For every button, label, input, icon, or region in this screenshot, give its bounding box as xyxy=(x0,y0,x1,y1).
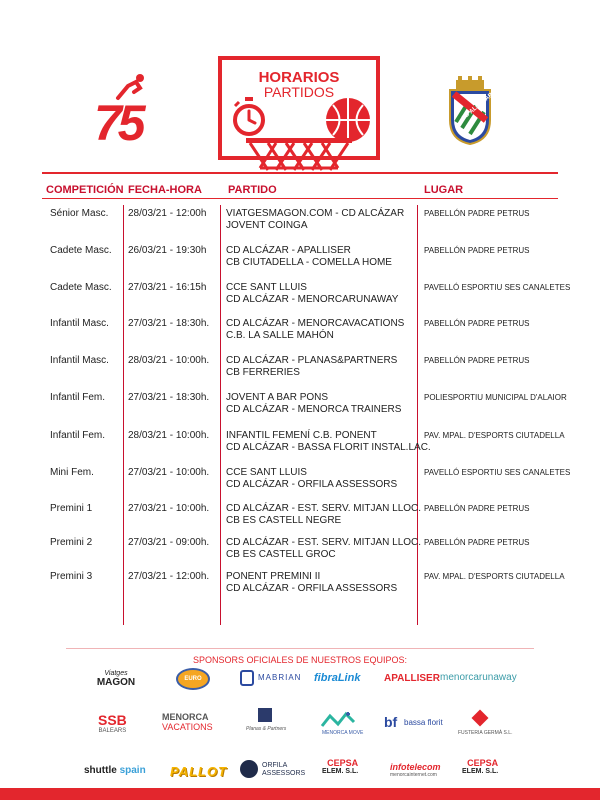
sponsor-cepsa-name: CEPSA xyxy=(327,758,359,768)
row-competicion: Cadete Masc. xyxy=(50,282,112,293)
sponsor-orfila-logo xyxy=(262,762,305,778)
row-equipo1: CD ALCÁZAR - MENORCAVACATIONS xyxy=(226,318,405,329)
row-equipo2: JOVENT COINGA xyxy=(226,220,308,231)
row-competicion: Premini 3 xyxy=(50,571,93,582)
row-fecha: 28/03/21 - 10:00h. xyxy=(128,430,210,441)
sponsor-pallot-logo: PALLOT xyxy=(170,764,228,779)
row-competicion: Infantil Masc. xyxy=(50,318,109,329)
row-fecha: 27/03/21 - 12:00h. xyxy=(128,571,210,582)
row-fecha: 27/03/21 - 18:30h. xyxy=(128,318,210,329)
row-partido xyxy=(226,208,404,232)
row-competicion: Infantil Fem. xyxy=(50,392,106,403)
row-partido xyxy=(226,392,401,416)
basketball-net-icon xyxy=(246,138,352,172)
row-fecha: 27/03/21 - 10:00h. xyxy=(128,467,210,478)
sponsor-ssb-name: SSB xyxy=(98,712,127,728)
sponsor-menorca-vacations-name2: VACATIONS xyxy=(162,722,213,732)
sponsors-title: SPONSORS OFICIALES DE NUESTROS EQUIPOS: xyxy=(192,655,408,665)
table-row xyxy=(0,467,600,503)
sponsor-orfila-name: ORFILA xyxy=(262,762,288,769)
column-header-partido: PARTIDO xyxy=(228,184,277,196)
sponsor-cepsa-logo-1 xyxy=(322,758,358,775)
sponsor-shuttle-name2: spain xyxy=(119,765,146,776)
sponsor-bassa-florit-logo: bassa florit xyxy=(404,718,443,727)
table-header-divider xyxy=(42,198,558,199)
table-row xyxy=(0,245,600,281)
fusteria-icon xyxy=(472,710,489,727)
board-title-line1: HORARIOS xyxy=(258,69,340,86)
table-row xyxy=(0,392,600,428)
row-equipo2: C.B. LA SALLE MAHÓN xyxy=(226,330,334,341)
row-lugar: PAV. MPAL. D'ESPORTS CIUTADELLA xyxy=(424,572,565,581)
row-fecha: 28/03/21 - 12:00h xyxy=(128,208,207,219)
sponsor-fusteria-logo: FUSTERIA GERMÀ S.L. xyxy=(458,730,513,736)
row-competicion: Sénior Masc. xyxy=(50,208,109,219)
menorca-move-icon xyxy=(320,710,356,730)
sponsor-cepsa-sub: ELEM. S.L. xyxy=(462,768,499,775)
row-competicion: Mini Fem. xyxy=(50,467,94,478)
row-competicion: Premini 2 xyxy=(50,537,93,548)
row-equipo1: PONENT PREMINI II xyxy=(226,571,321,582)
row-lugar: POLIESPORTIU MUNICIPAL D'ALAIOR xyxy=(424,393,567,402)
row-partido xyxy=(226,318,404,342)
sponsor-viatges-magon-logo xyxy=(86,670,146,688)
row-partido xyxy=(226,430,431,454)
row-equipo2: CB ES CASTELL NEGRE xyxy=(226,515,342,526)
sponsor-shuttle-name: shuttle xyxy=(84,765,117,776)
column-header-lugar: LUGAR xyxy=(424,184,464,196)
row-lugar: PAVELLÓ ESPORTIU SES CANALETES xyxy=(424,283,571,292)
sponsor-shuttle-spain-logo xyxy=(84,765,146,776)
sponsor-cepsa-sub: ELEM. S.L. xyxy=(322,768,359,775)
table-row xyxy=(0,430,600,466)
row-equipo1: JOVENT A BAR PONS xyxy=(226,392,329,403)
footer-bar xyxy=(0,788,600,800)
sponsor-planas-logo: Planas & Partners xyxy=(246,726,287,732)
sponsor-infotelecom-sub: menorcainternet.com xyxy=(390,772,437,778)
row-equipo1: CD ALCÁZAR - EST. SERV. MITJAN LLOC. xyxy=(226,503,422,514)
sponsor-infotelecom-logo xyxy=(390,762,441,778)
orfila-icon xyxy=(240,760,258,778)
row-lugar: PAV. MPAL. D'ESPORTS CIUTADELLA xyxy=(424,431,565,440)
sponsor-cepsa-logo-2 xyxy=(462,758,498,775)
planas-partners-icon xyxy=(258,708,272,722)
sponsor-cepsa-name: CEPSA xyxy=(467,758,499,768)
row-equipo1: CCE SANT LLUIS xyxy=(226,467,307,478)
stopwatch-icon xyxy=(230,96,268,138)
row-equipo2: CD ALCÁZAR - MENORCARUNAWAY xyxy=(226,294,399,305)
row-partido xyxy=(226,245,392,269)
row-partido xyxy=(226,503,421,527)
sponsor-eurogas-logo: EURO GAS xyxy=(176,668,210,690)
row-fecha: 27/03/21 - 18:30h. xyxy=(128,392,210,403)
row-equipo2: CD ALCÁZAR - BASSA FLORIT INSTAL.LAC. xyxy=(226,442,431,453)
board-title-line2: PARTIDOS xyxy=(263,84,335,100)
sponsor-divider xyxy=(66,648,534,649)
row-equipo2: CB FERRERIES xyxy=(226,367,300,378)
sponsor-mabrian-logo: MABRIAN xyxy=(258,673,302,682)
row-lugar: PABELLÓN PADRE PETRUS xyxy=(424,504,530,513)
sponsor-menorca-vacations-logo xyxy=(162,712,213,732)
row-lugar: PABELLÓN PADRE PETRUS xyxy=(424,319,530,328)
row-equipo1: VIATGESMAGON.COM - CD ALCÁZAR xyxy=(226,208,405,219)
row-partido xyxy=(226,467,397,491)
table-row xyxy=(0,318,600,354)
row-equipo2: CD ALCÁZAR - ORFILA ASSESSORS xyxy=(226,583,398,594)
row-equipo2: CB CIUTADELLA - COMELLA HOME xyxy=(226,257,392,268)
table-row xyxy=(0,282,600,318)
table-row xyxy=(0,503,600,539)
row-fecha: 27/03/21 - 16:15h xyxy=(128,282,207,293)
sponsor-orfila-name2: ASSESSORS xyxy=(262,770,306,777)
row-equipo1: INFANTIL FEMENÍ C.B. PONENT xyxy=(226,430,377,441)
row-lugar: PABELLÓN PADRE PETRUS xyxy=(424,246,530,255)
row-partido xyxy=(226,571,397,595)
row-competicion: Premini 1 xyxy=(50,503,93,514)
row-fecha: 27/03/21 - 10:00h. xyxy=(128,503,210,514)
row-lugar: PAVELLÓ ESPORTIU SES CANALETES xyxy=(424,468,571,477)
row-equipo1: CCE SANT LLUIS xyxy=(226,282,307,293)
sponsor-menorcarunaway-logo: menorcarunaway xyxy=(440,672,517,683)
crest-text: CD ALCÁZAR xyxy=(460,92,495,122)
row-lugar: PABELLÓN PADRE PETRUS xyxy=(424,209,530,218)
row-equipo2: CB ES CASTELL GROC xyxy=(226,549,336,560)
bassa-bf-icon: bf xyxy=(384,714,398,730)
sponsor-viatges-small: Viatges xyxy=(104,670,128,677)
table-row xyxy=(0,355,600,391)
sponsor-ssb-logo xyxy=(98,712,127,734)
sponsor-infotelecom-name: infotelecom xyxy=(390,762,441,772)
table-row xyxy=(0,208,600,244)
table-row xyxy=(0,571,600,607)
row-equipo2: CD ALCÁZAR - ORFILA ASSESSORS xyxy=(226,479,398,490)
column-header-competicion: COMPETICIÓN xyxy=(46,184,124,196)
sponsor-ssb-sub: BALEARS xyxy=(98,728,127,734)
header-divider xyxy=(42,172,558,174)
anniversary-number: 75 xyxy=(94,95,142,151)
basketball-icon xyxy=(324,96,372,144)
row-partido xyxy=(226,537,421,561)
row-partido xyxy=(226,282,398,306)
row-fecha: 28/03/21 - 10:00h. xyxy=(128,355,210,366)
column-header-fecha-hora: FECHA-HORA xyxy=(128,184,202,196)
row-lugar: PABELLÓN PADRE PETRUS xyxy=(424,356,530,365)
sponsor-mmv-logo: MENORCA MOVE xyxy=(322,730,364,736)
row-lugar: PABELLÓN PADRE PETRUS xyxy=(424,538,530,547)
row-equipo1: CD ALCÁZAR - PLANAS&PARTNERS xyxy=(226,355,398,366)
sponsor-apalliser-logo: APALLISER xyxy=(384,673,440,684)
row-partido xyxy=(226,355,397,379)
row-equipo1: CD ALCÁZAR - APALLISER xyxy=(226,245,351,256)
row-competicion: Infantil Masc. xyxy=(50,355,109,366)
sponsor-fibralink-logo: fibraLink xyxy=(314,672,361,684)
row-fecha: 27/03/21 - 09:00h. xyxy=(128,537,210,548)
mabrian-icon xyxy=(240,670,254,686)
row-fecha: 26/03/21 - 19:30h xyxy=(128,245,207,256)
table-row xyxy=(0,537,600,573)
row-equipo1: CD ALCÁZAR - EST. SERV. MITJAN LLOC. xyxy=(226,537,422,548)
sponsor-menorca-vacations-name: MENORCA xyxy=(162,712,209,722)
sponsor-viatges-name: MAGON xyxy=(96,677,136,688)
anniversary-75-logo xyxy=(92,72,162,152)
row-equipo2: CD ALCÁZAR - MENORCA TRAINERS xyxy=(226,404,402,415)
row-competicion: Infantil Fem. xyxy=(50,430,106,441)
row-competicion: Cadete Masc. xyxy=(50,245,112,256)
